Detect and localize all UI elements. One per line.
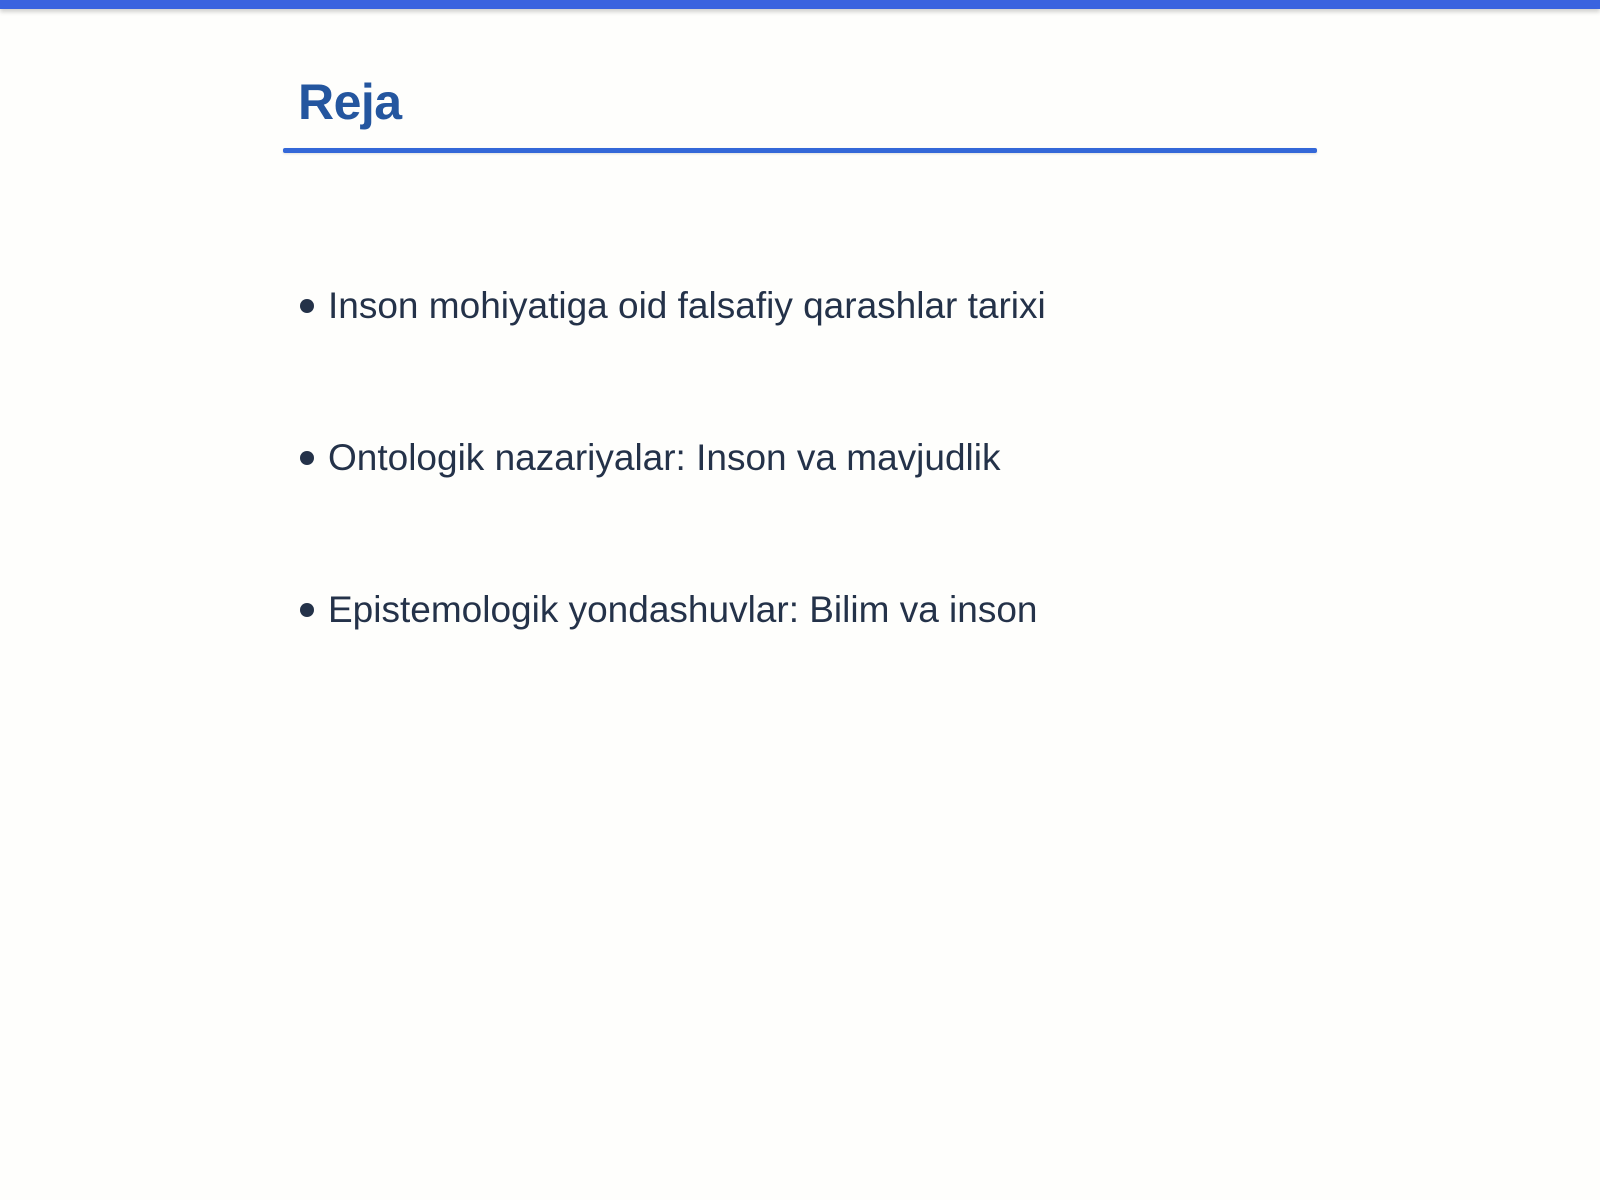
bullet-text: Ontologik nazariyalar: Inson va mavjudlik	[328, 437, 1001, 478]
bullet-text: Epistemologik yondashuvlar: Bilim va inson	[328, 589, 1038, 630]
slide-title: Reja	[298, 74, 402, 130]
title-underline	[283, 148, 1317, 153]
list-item	[300, 584, 1046, 636]
bullet-icon	[300, 299, 314, 313]
bullet-text: Inson mohiyatiga oid falsafiy qarashlar tarixi	[328, 285, 1046, 326]
bullet-icon	[300, 603, 314, 617]
list-item	[300, 280, 1046, 332]
bullet-list	[300, 280, 1046, 736]
list-item	[300, 432, 1046, 484]
bullet-icon	[300, 451, 314, 465]
